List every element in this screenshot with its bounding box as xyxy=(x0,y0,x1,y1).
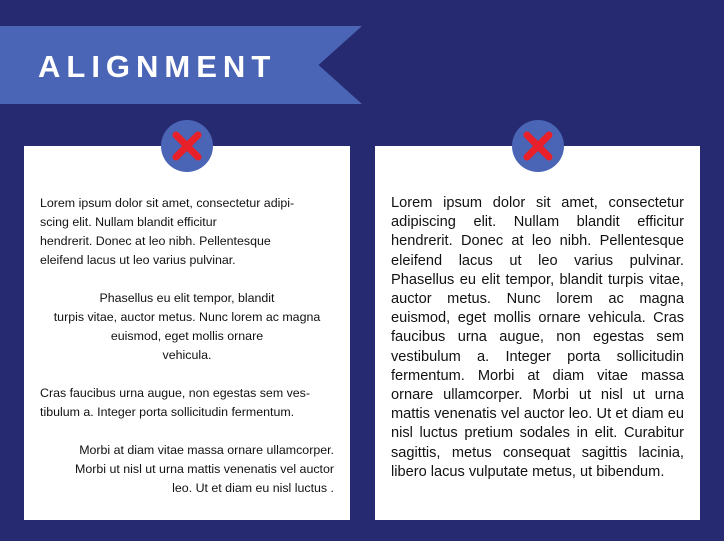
cross-icon xyxy=(172,131,202,161)
center-aligned-paragraph: Phasellus eu elit tempor, blandit turpis vitae, auctor metus. Nunc lorem ac magna euismod, eget mollis ornare vehicula. xyxy=(53,291,321,362)
left-aligned-paragraph-2: Cras faucibus urna augue, non egestas sem ves- tibulum a. Integer porta sollicitudin fermentum. xyxy=(40,386,310,419)
cross-icon xyxy=(523,131,553,161)
page-title: ALIGNMENT xyxy=(38,49,277,84)
left-aligned-paragraph: Lorem ipsum dolor sit amet, consectetur adipi- scing elit. Nullam blandit efficitur hendrerit. Donec at leo nibh. Pellentesque eleifend lacus ut leo varius pulvinar. xyxy=(40,196,295,267)
right-badge xyxy=(512,120,564,172)
justified-paragraph: Lorem ipsum dolor sit amet, consectetur adipiscing elit. Nullam blandit efficitur hendrerit. Donec at leo nibh. Pellentesque eleifend lacus ut leo varius pulvinar. Phasellus eu elit tempor, blandit turpis vitae, auctor metus. Nunc lorem ac magna euismod, eget mollis ornare vehicula. Cras faucibus urna augue, non egestas sem vestibulum a. Integer porta sollicitudin fermentum. Morbi at diam vitae massa ornare ullamcorper. Morbi ut nisl ut urna mattis venenatis vel auctor leo. Ut et diam eu nisl luctus pretium sodales in elit. Curabitur sagittis, metus consequat sagittis lacinia, libero lacus vulputate metus, ut bibendum. xyxy=(391,195,684,480)
right-aligned-paragraph: Morbi at diam vitae massa ornare ullamcorper. Morbi ut nisl ut urna mattis venenatis vel auctor leo. Ut et diam eu nisl luctus . xyxy=(75,443,334,495)
left-badge xyxy=(161,120,213,172)
left-example-card xyxy=(24,146,350,520)
right-example-card xyxy=(375,146,700,520)
